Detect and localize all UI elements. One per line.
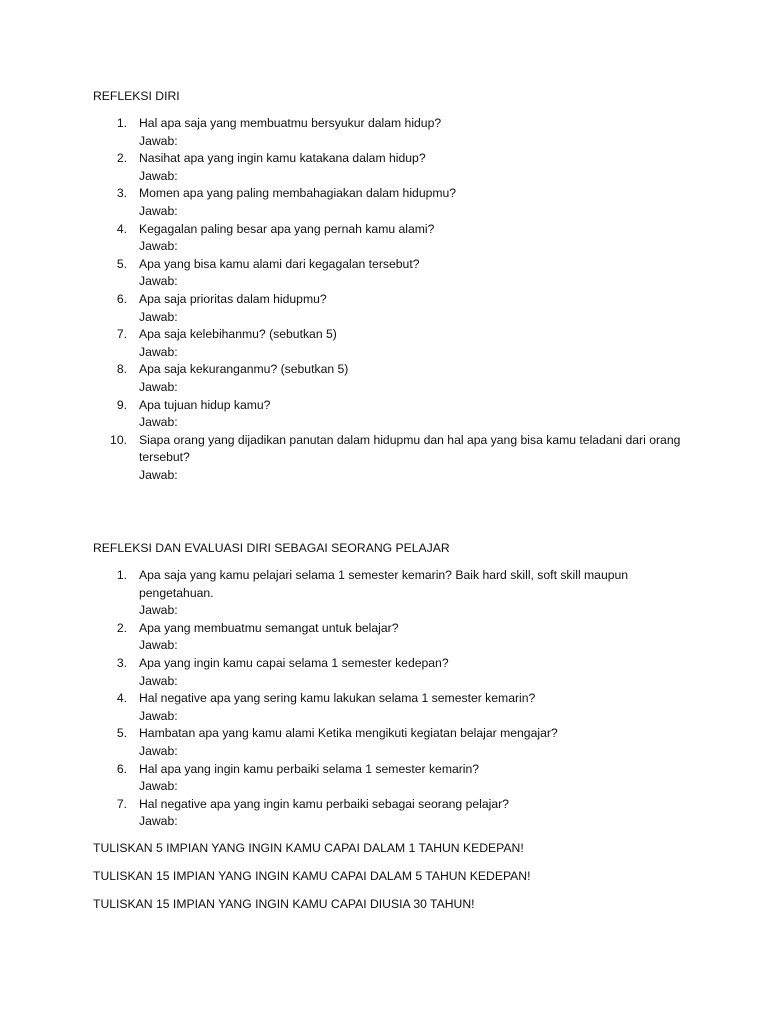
question-number: 10. — [110, 432, 127, 447]
answer-label: Jawab: — [139, 673, 178, 688]
question-number: 3. — [116, 655, 127, 670]
answer-label: Jawab: — [139, 814, 178, 829]
question-number: 8. — [116, 362, 127, 377]
question-number: 9. — [116, 397, 127, 412]
question-number: 4. — [116, 221, 127, 236]
list-item — [0, 221, 768, 256]
question-text: Apa yang ingin kamu capai selama 1 semester kedepan? — [139, 655, 449, 670]
answer-label: Jawab: — [139, 415, 178, 430]
section-1-title: REFLEKSI DIRI — [93, 89, 180, 103]
question-number: 4. — [116, 691, 127, 706]
answer-label: Jawab: — [139, 467, 178, 482]
list-item — [0, 761, 768, 796]
answer-label: Jawab: — [139, 309, 178, 324]
answer-label: Jawab: — [139, 274, 178, 289]
answer-label: Jawab: — [139, 638, 178, 653]
question-text: Hal negative apa yang sering kamu lakukan selama 1 semester kemarin? — [139, 691, 536, 706]
question-text: Hambatan apa yang kamu alami Ketika mengikuti kegiatan belajar mengajar? — [139, 726, 558, 741]
list-item — [0, 655, 768, 690]
answer-label: Jawab: — [139, 203, 178, 218]
list-item — [0, 326, 768, 361]
question-text: Hal apa saja yang membuatmu bersyukur dalam hidup? — [139, 116, 442, 130]
question-number: 2. — [116, 620, 127, 635]
question-text: Siapa orang yang dijadikan panutan dalam hidupmu dan hal apa yang bisa kamu teladani dari orang tersebut? — [139, 432, 681, 465]
question-number: 5. — [116, 726, 127, 741]
list-item — [0, 185, 768, 220]
list-item — [0, 115, 768, 150]
question-text: Apa yang membuatmu semangat untuk belajar? — [139, 620, 399, 635]
section-2-question-list — [0, 567, 768, 831]
question-number: 6. — [116, 291, 127, 306]
answer-label: Jawab: — [139, 779, 178, 794]
question-text: Momen apa yang paling membahagiakan dalam hidupmu? — [139, 186, 457, 201]
list-item — [0, 796, 768, 831]
question-text: Hal negative apa yang ingin kamu perbaiki sebagai seorang pelajar? — [139, 796, 509, 811]
answer-label: Jawab: — [139, 133, 178, 148]
question-number: 1. — [116, 568, 127, 582]
question-number: 5. — [116, 256, 127, 271]
answer-label: Jawab: — [139, 239, 178, 254]
list-item — [0, 567, 768, 620]
list-item — [0, 725, 768, 760]
question-text: Hal apa yang ingin kamu perbaiki selama 1 semester kemarin? — [139, 761, 480, 776]
task-line-2: TULISKAN 15 IMPIAN YANG INGIN KAMU CAPAI DALAM 5 TAHUN KEDEPAN! — [93, 869, 531, 883]
question-text: Apa saja prioritas dalam hidupmu? — [139, 291, 327, 306]
question-number: 2. — [116, 151, 127, 166]
question-text: Apa saja kekuranganmu? (sebutkan 5) — [139, 362, 349, 377]
answer-label: Jawab: — [139, 743, 178, 758]
task-line-1: TULISKAN 5 IMPIAN YANG INGIN KAMU CAPAI DALAM 1 TAHUN KEDEPAN! — [93, 841, 524, 855]
question-number: 7. — [116, 796, 127, 811]
list-item — [0, 620, 768, 655]
answer-label: Jawab: — [139, 379, 178, 394]
section-2-title: REFLEKSI DAN EVALUASI DIRI SEBAGAI SEORANG PELAJAR — [93, 541, 450, 555]
question-text: Apa yang bisa kamu alami dari kegagalan tersebut? — [139, 256, 420, 271]
question-text: Apa tujuan hidup kamu? — [139, 397, 271, 412]
answer-label: Jawab: — [139, 168, 178, 183]
list-item — [0, 397, 768, 432]
question-text: Nasihat apa yang ingin kamu katakana dalam hidup? — [139, 151, 426, 166]
section-1-question-list — [0, 115, 768, 484]
question-number: 1. — [116, 116, 127, 130]
list-item — [0, 432, 768, 485]
answer-label: Jawab: — [139, 708, 178, 723]
answer-label: Jawab: — [139, 603, 178, 618]
question-text: Apa saja kelebihanmu? (sebutkan 5) — [139, 327, 337, 342]
list-item — [0, 256, 768, 291]
question-number: 7. — [116, 327, 127, 342]
list-item — [0, 361, 768, 396]
question-number: 3. — [116, 186, 127, 201]
task-line-3: TULISKAN 15 IMPIAN YANG INGIN KAMU CAPAI DIUSIA 30 TAHUN! — [93, 897, 475, 911]
list-item — [0, 690, 768, 725]
answer-label: Jawab: — [139, 344, 178, 359]
question-text: Apa saja yang kamu pelajari selama 1 semester kemarin? Baik hard skill, soft skill maupun pengetahuan. — [139, 568, 629, 600]
list-item — [0, 150, 768, 185]
question-text: Kegagalan paling besar apa yang pernah kamu alami? — [139, 221, 435, 236]
list-item — [0, 291, 768, 326]
question-number: 6. — [116, 761, 127, 776]
